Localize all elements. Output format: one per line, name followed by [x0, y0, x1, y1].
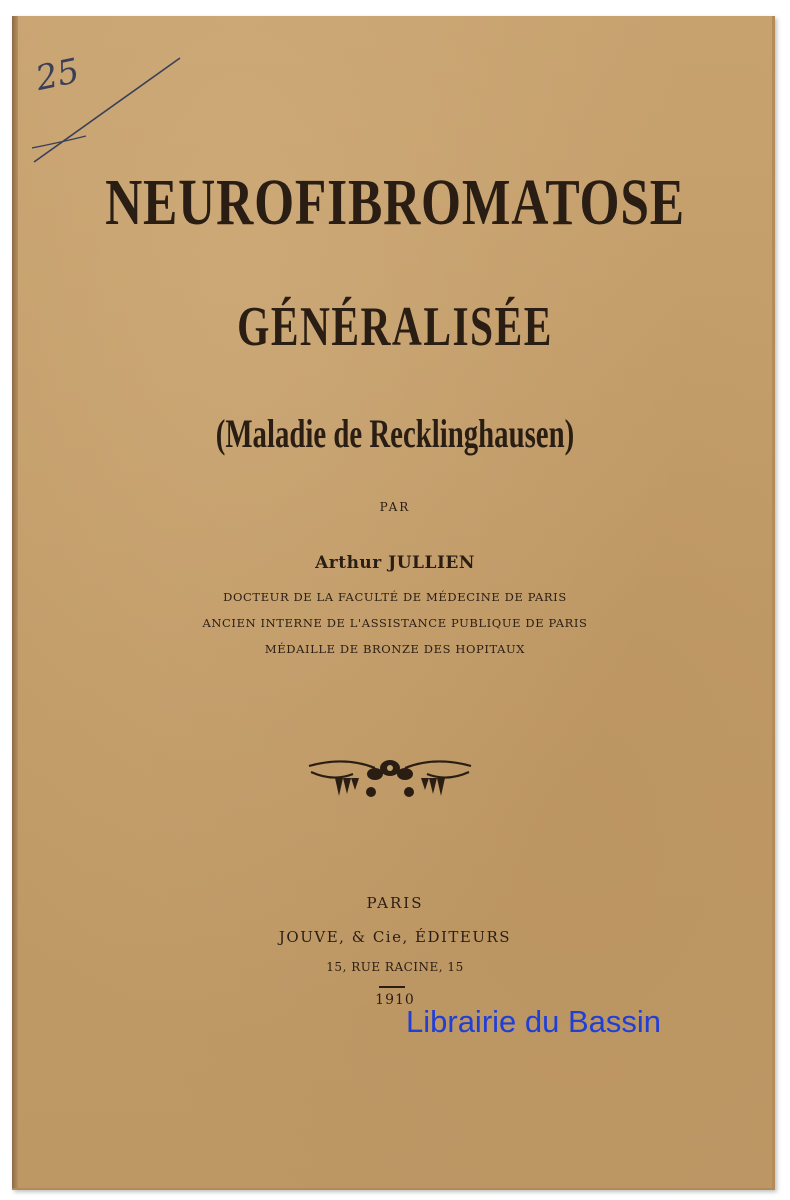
by-line: PAR	[379, 500, 411, 514]
title-line-1: NEUROFIBROMATOSE	[105, 166, 685, 239]
publication-city: PARIS	[366, 894, 424, 912]
publisher-address: 15, RUE RACINE, 15	[326, 960, 464, 974]
floral-ornament-icon	[305, 752, 475, 804]
author-name: Arthur JULLIEN	[315, 553, 475, 573]
credential-2: ANCIEN INTERNE DE L'ASSISTANCE PUBLIQUE DE PARIS	[202, 616, 588, 630]
subtitle: (Maladie de Recklinghausen)	[215, 411, 575, 456]
publisher: JOUVE, & Cie, ÉDITEURS	[278, 928, 512, 946]
credential-1: DOCTEUR DE LA FACULTÉ DE MÉDECINE DE PARIS	[223, 590, 567, 604]
publication-year: 1910	[375, 992, 415, 1008]
title-line-2: GÉNÉRALISÉE	[237, 296, 553, 358]
credential-3: MÉDAILLE DE BRONZE DES HOPITAUX	[264, 642, 526, 656]
handwritten-number: 25	[32, 50, 83, 100]
year-divider	[379, 986, 405, 988]
seller-watermark: Librairie du Bassin	[406, 1004, 662, 1039]
